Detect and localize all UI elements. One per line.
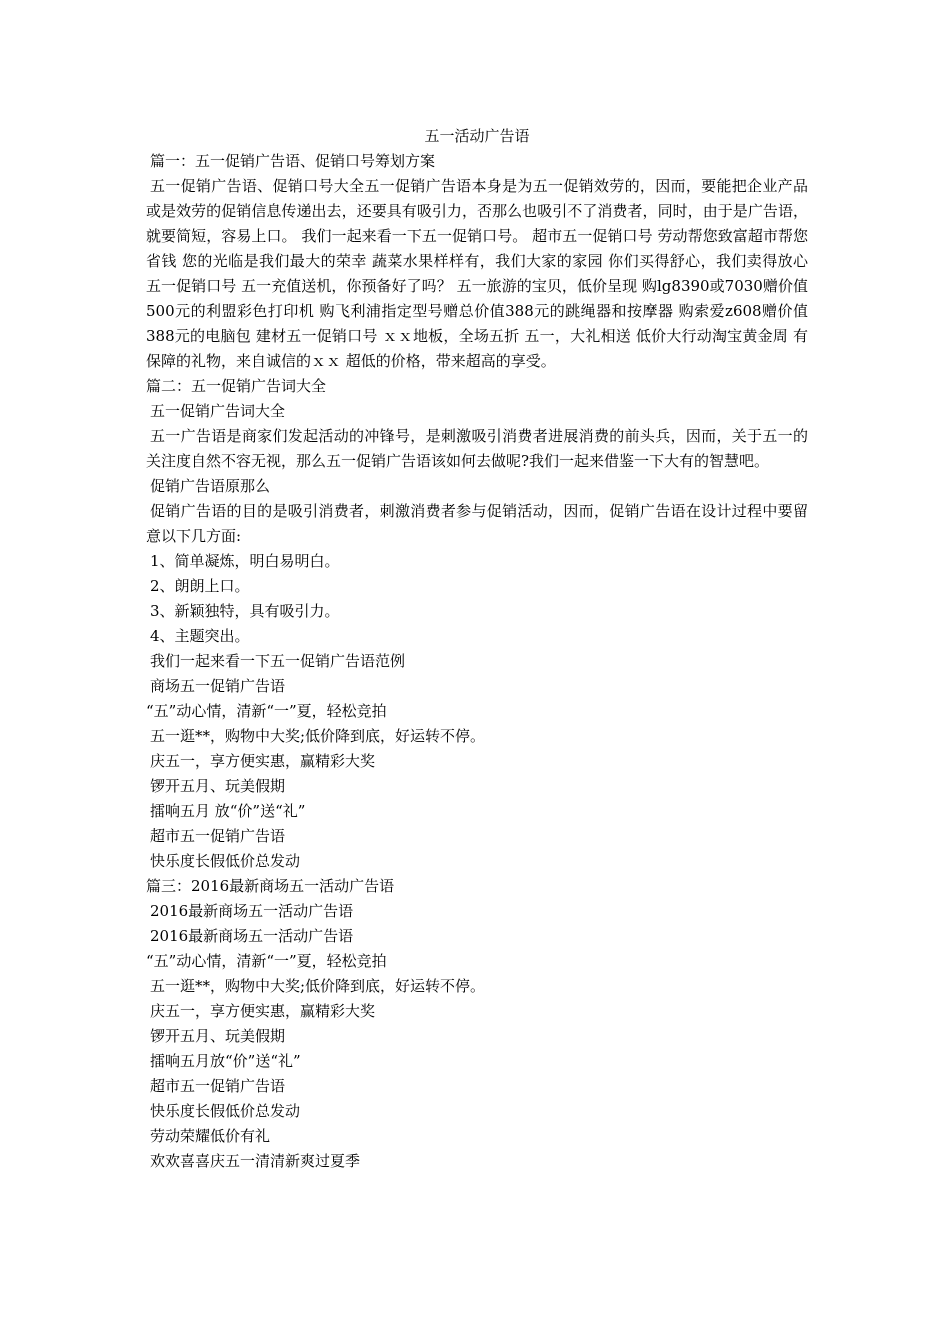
slogan-line: 2016最新商场五一活动广告语 [150,902,354,920]
section-2-paragraph-4: 促销广告语的目的是吸引消费者，刺激消费者参与促销活动，因而，促销广告语在设计过程中要留意以下几方面: [146,502,808,545]
slogan-line: 2016最新商场五一活动广告语 [150,927,354,945]
section-1-paragraph-1: 五一促销广告语、促销口号大全五一促销广告语本身是为五一促销效劳的，因而，要能把企业产品或是效劳的促销信息传递出去，还要具有吸引力，否那么也吸引不了消费者，同时，由于是广告语，就要简短，容易上口。 我们一起来看一下五一促销口号。 超市五一促销口号 劳动帮您致富超市帮您省钱 您的光临是我们最大的荣幸 蔬菜水果样样有，我们大家的家园 你们买得舒心，我们卖得放心 五一促销口号 五一充值送机，你预备好了吗？ 五一旅游的宝贝，低价呈现 购lg8390或7030赠价值500元的利盟彩色打印机 购飞利浦指定型号赠总价值388元的跳绳器和按摩器 购索爱z608赠价值388元的电脑包 建材五一促销口号 ｘｘ地板，全场五折 五一，大礼相送 低价大行动淘宝黄金周 有保障的礼物，来自诚信的ｘｘ 超低的价格，带来超高的享受。 [146,177,808,370]
document-title: 五一活动广告语 [424,127,530,145]
section-2-line-9: 我们一起来看一下五一促销广告语范例 [150,652,406,670]
slogan-line: 五一逛**，购物中大奖;低价降到底，好运转不停。 [150,727,486,745]
slogan-line: 庆五一，享方便实惠，赢精彩大奖 [150,1002,376,1020]
list-item: 3、新颖独特，具有吸引力。 [150,602,340,620]
list-item: 1、简单凝炼，明白易明白。 [150,552,340,570]
section-2-line-3: 促销广告语原那么 [150,477,271,495]
slogan-line: 锣开五月、玩美假期 [150,777,286,795]
section-heading-1: 篇一：五一促销广告语、促销口号筹划方案 [150,152,436,170]
section-heading-2: 篇二：五一促销广告词大全 [146,377,327,395]
section-heading-3: 篇三：2016最新商场五一活动广告语 [146,877,395,895]
slogan-line: 超市五一促销广告语 [150,1077,286,1095]
slogan-line: “五”动心情，清新“一”夏，轻松竞拍 [146,702,387,720]
section-2-line-1: 五一促销广告词大全 [150,402,286,420]
slogan-line: 劳动荣耀低价有礼 [150,1127,271,1145]
document-page [146,124,808,1174]
section-2-line-10: 商场五一促销广告语 [150,677,286,695]
slogan-line: 快乐度长假低价总发动 [150,1102,301,1120]
slogan-line: 五一逛**，购物中大奖;低价降到底，好运转不停。 [150,977,486,995]
list-item: 4、主题突出。 [150,627,250,645]
slogan-line: 庆五一，享方便实惠，赢精彩大奖 [150,752,376,770]
slogan-line: 欢欢喜喜庆五一清清新爽过夏季 [150,1152,361,1170]
slogan-line: “五”动心情，清新“一”夏，轻松竞拍 [146,952,387,970]
slogan-line: 快乐度长假低价总发动 [150,852,301,870]
section-2-paragraph-2: 五一广告语是商家们发起活动的冲锋号，是刺激吸引消费者进展消费的前头兵，因而，关于五一的关注度自然不容无视，那么五一促销广告语该如何去做呢?我们一起来借鉴一下大有的智慧吧。 [146,427,808,470]
slogan-line: 锣开五月、玩美假期 [150,1027,286,1045]
list-item: 2、朗朗上口。 [150,577,250,595]
slogan-line: 擂响五月放“价”送“礼” [150,1052,301,1070]
slogan-line: 超市五一促销广告语 [150,827,286,845]
slogan-line: 擂响五月 放“价”送“礼” [150,802,306,820]
